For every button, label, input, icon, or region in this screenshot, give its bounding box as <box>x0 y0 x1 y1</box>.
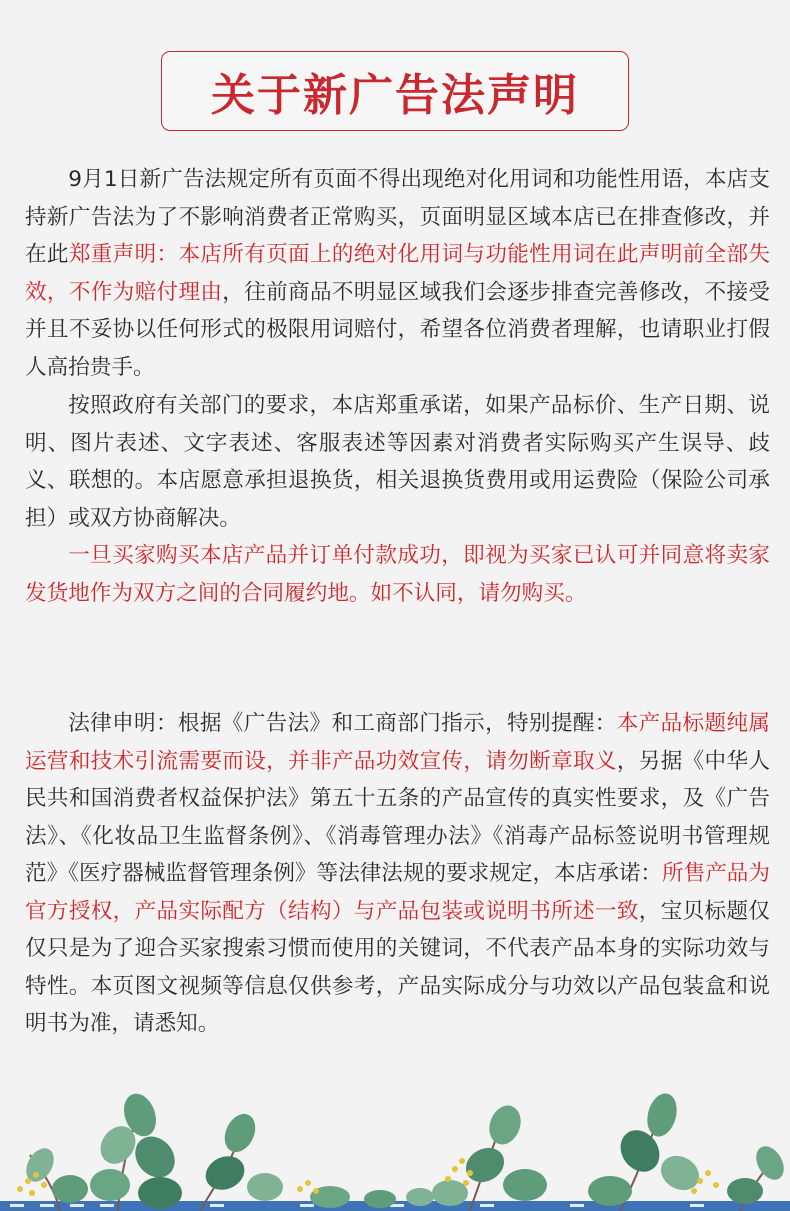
highlighted-text: 郑重声明：本店所有页面上的绝对化用词与功能性用词在此声明前全部失效，不作为赔付理由 <box>25 242 770 305</box>
page-title: 关于新广告法声明 <box>211 70 579 121</box>
paragraph-text: ，往前商品不明显区域我们会逐步排查完善修改，不接受并且不妥协以任何形式的极限用词赔付，希望各位消费者理解，也请职业打假人高抬贵手。 <box>25 279 770 380</box>
paragraph-text: ，宝贝标题仅仅只是为了迎合买家搜索习惯而使用的关键词，不代表产品本身的实际功效与特性。本页图文视频等信息仅供参考，产品实际成分与功效以产品包装盒和说明书为准，请悉知。 <box>25 898 770 1036</box>
paragraph-text: 9月1日新广告法规定所有页面不得出现绝对化用词和功能性用语，本店支持新广告法为了不影响消费者正常购买，页面明显区域本店已在排查修改，并在此 <box>25 167 770 267</box>
eucalyptus-leaves-icon <box>0 1085 790 1211</box>
paragraph-notice <box>25 161 770 386</box>
paragraph-legal-statement <box>25 705 770 1043</box>
paragraph-contract-place <box>25 537 770 612</box>
paragraph-commitment <box>25 387 770 537</box>
highlighted-text: 本产品标题纯属运营和技术引流需要而设，并非产品功效宣传，请勿断章取义 <box>25 711 770 774</box>
paragraph-text: ，另据《中华人民共和国消费者权益保护法》第五十五条的产品宣传的真实性要求，及《广告法》、《化妆品卫生监督条例》、《消毒管理办法》《消毒产品标签说明书管理规范》《医疗器械监督管理条例》等法律法规的要求规定，本店承诺： <box>25 748 770 886</box>
highlighted-text: 一旦买家购买本店产品并订单付款成功，即视为买家已认可并同意将卖家发货地作为双方之间的合同履约地。如不认同，请勿购买。 <box>25 543 770 606</box>
highlighted-text: 所售产品为官方授权，产品实际配方（结构）与产品包装或说明书所述一致 <box>25 861 770 924</box>
paragraph-text: 法律申明：根据《广告法》和工商部门指示，特别提醒： <box>68 711 617 736</box>
title-box <box>161 51 629 131</box>
paragraph-text: 按照政府有关部门的要求，本店郑重承诺，如果产品标价、生产日期、说明、图片表述、文字表述、客服表述等因素对消费者实际购买产生误导、歧义、联想的。本店愿意承担退换货，相关退换货费用或用运费险（保险公司承担）或双方协商解决。 <box>25 393 770 531</box>
